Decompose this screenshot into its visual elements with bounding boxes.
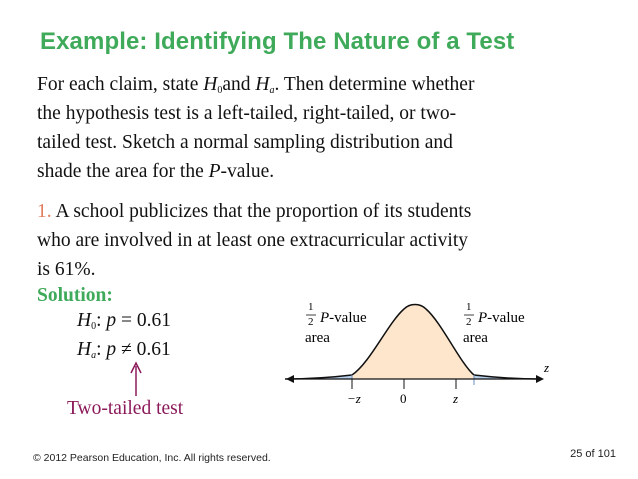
svg-text:1: 1 — [466, 301, 472, 313]
axis-arrow-right — [536, 375, 544, 383]
tick-label-pos-z: z — [453, 391, 459, 406]
axis-label-z: z — [544, 360, 550, 375]
two-tailed-label: Two-tailed test — [67, 398, 184, 419]
page-number: 25 of 101 — [570, 448, 616, 460]
null-hypothesis: $H_0$: p = 0.61 — [77, 310, 172, 332]
left-pvalue-text: P-value — [320, 310, 367, 326]
claim-number: 1. — [37, 201, 52, 222]
svg-text:1: 1 — [308, 301, 314, 313]
intro-line-1: For each claim, state $H_0and$ $H_a$. Then determine whether — [37, 74, 475, 96]
intro-line-4: shade the area for the P-value. — [37, 161, 275, 182]
right-pvalue-label — [463, 301, 525, 346]
center-area-shade — [352, 305, 474, 380]
normal-distribution-figure — [280, 293, 550, 413]
intro-line-2: the hypothesis test is a left-tailed, right-tailed, or two- — [37, 103, 457, 124]
claim-line-2: who are involved in at least one extracurricular activity — [37, 230, 468, 251]
solution-label: Solution: — [37, 285, 113, 306]
left-area-text: area — [305, 330, 330, 346]
intro-line-3: tailed test. Sketch a normal sampling distribution and — [37, 132, 453, 153]
alternative-hypothesis: $H_a$: p ≠ 0.61 — [77, 339, 171, 361]
claim-line-3: is 61%. — [37, 259, 96, 280]
axis-arrow-left — [286, 375, 294, 383]
tick-label-zero: 0 — [400, 391, 407, 406]
copyright-footer: © 2012 Pearson Education, Inc. All rights reserved. — [33, 452, 271, 464]
left-pvalue-label — [305, 301, 367, 346]
claim-text-1: A school publicizes that the proportion of its students — [55, 201, 472, 222]
slide-title: Example: Identifying The Nature of a Test — [40, 28, 515, 55]
right-area-text: area — [463, 330, 488, 346]
right-pvalue-text: P-value — [478, 310, 525, 326]
svg-text:2: 2 — [308, 316, 314, 328]
tick-label-neg-z: −z — [347, 391, 361, 406]
svg-text:2: 2 — [466, 316, 472, 328]
